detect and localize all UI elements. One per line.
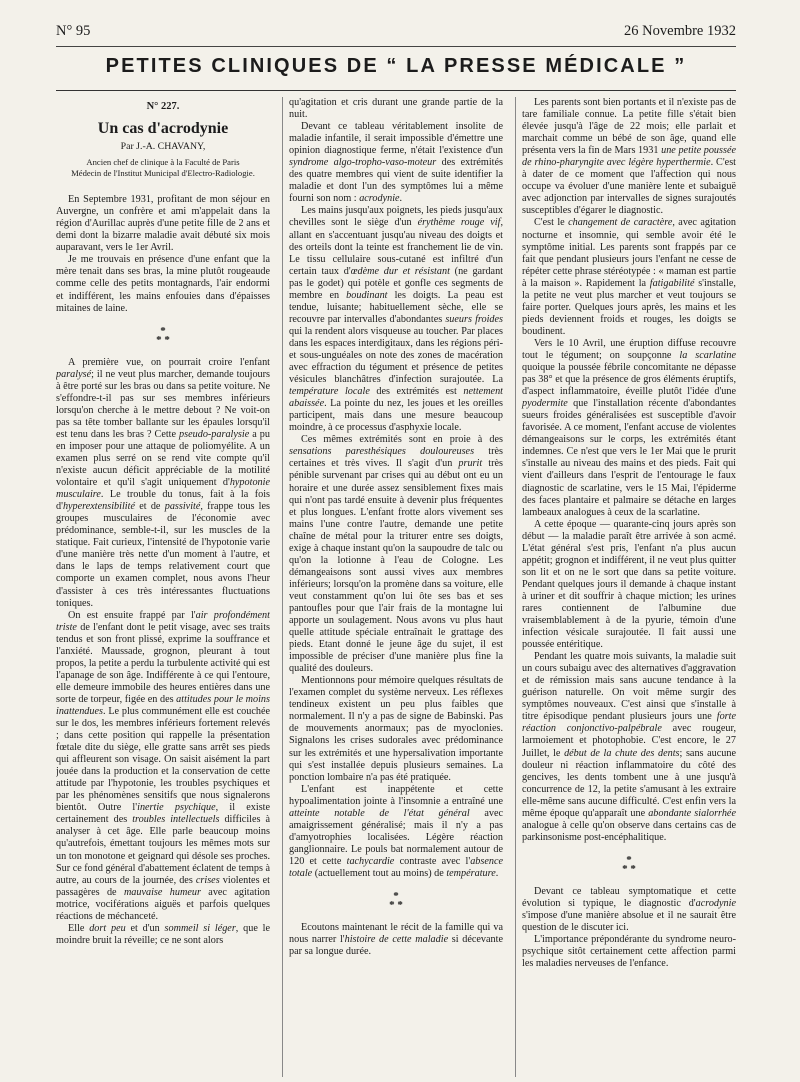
masthead-rule <box>56 90 736 91</box>
paragraph: A première vue, on pourrait croire l'enfant paralysé; il ne veut plus marcher, demande toujours à être porté sur les bras ou dans sa petite voiture. Ne s'effondre-t-il pas sur ses membres inférieurs lorsqu'on cherche à le mettre debout ? Ne voit-on pas sa tête tomber ballante sur les épaules lorsqu'il est tenu dans les bras ? Cette pseudo-paralysie a pu en imposer pour une attaque de poliomyélite. A un examen plus serré on se rend vite compte qu'il n'existe aucun déficit appréciable de la motilité volontaire et qu'il s'agit uniquement d'hypotonie musculaire. Le trouble du tonus, fait à la fois d'hyperextensibilité et de passivité, frappe tous les groupes musculaires de l'économie avec prédominance, semble-t-il, sur les muscles de la statique. Fait curieux, l'intensité de l'hypotonie varie d'une manière très nette d'un moment à l'autre, et dans le laps de temps relativement court que comporte un examen complet, nous avons l'heur d'assister à ces très intéressantes fluctuations toniques. <box>56 356 270 609</box>
column-2 <box>282 97 503 1077</box>
article-byline: Par J.-A. CHAVANY, <box>120 141 206 153</box>
section-separator: * * * <box>622 853 636 875</box>
paragraph: A cette époque — quarante-cinq jours après son début — la maladie paraît être arrivée à son acmé. L'état général s'est pris, l'enfant n'a plus aucun appétit; grognon et indifférent, il ne veut plus quitter son lit et on ne le sort que dans sa petite voiture. Pendant quelques jours il demande à chaque instant à uriner et dit souffrir à chaque miction; les urines rares contiennent de l'albumine due vraisemblablement à de la pyurie, témoin d'une infection vésicale surajoutée. Il fait aussi une poussée entéritique. <box>522 518 736 651</box>
paragraph: Les mains jusqu'aux poignets, les pieds jusqu'aux chevilles sont le siège d'un érythème rouge vif, allant en s'accentuant jusqu'au niveau des doigts et des orteils dont la teinte est franchement lie de vin. Le tissu cellulaire sous-cutané est infiltré d'un certain taux d'œdème dur et résistant (ne gardant pas le godet) qui potèle et gonfle ces segments de membre en boudinant les doigts. La peau est tendue, luisante; habituellement sèche, elle se recouvre par intervalles d'abondantes sueurs froides qui la rendent alors visqueuse au toucher. Par places dans les espaces interdigitaux, dans les régions péri- et sous-unguéales on note des zones de macération avec effraction du tégument et présence de petites vésicules blanchâtres d'infection surajoutée. La température locale des extrémités est nettement abaissée. La pointe du nez, les joues et les oreilles participent, mais dans une mesure beaucoup moindre, à ce processus d'asphyxie locale. <box>289 205 503 434</box>
paragraph: qu'agitation et cris durant une grande partie de la nuit. <box>289 97 503 121</box>
header-rule <box>56 46 736 47</box>
section-separator: * * * <box>389 890 403 912</box>
issue-number: N° 95 <box>56 23 91 39</box>
paragraph: Je me trouvais en présence d'une enfant que la mère tenait dans ses bras, la mine plutôt rougeaude comme celle des petits montagnards, l'air endormi et indifférent, les mains enfouies dans d'épaisses mitaines de laine. <box>56 254 270 314</box>
paragraph: Devant ce tableau véritablement insolite de maladie infantile, il serait impossible d'émettre une opinion diagnostique ferme, n'était l'existence d'un syndrome algo-tropho-vaso-moteur des extrémités des quatre membres qui vient de suite identifier la maladie et dont l'un des symptômes lui a même fourni son nom : acrodynie. <box>289 121 503 205</box>
masthead-title: PETITES CLINIQUES DE “ LA PRESSE MÉDICALE ” <box>105 55 687 77</box>
column-1 <box>56 97 270 1077</box>
affiliation-line-1: Ancien chef de clinique à la Faculté de Paris <box>86 157 240 168</box>
article-body <box>56 97 736 1077</box>
paragraph: Pendant les quatre mois suivants, la maladie suit un cours subaigu avec des alternatives d'aggravation et de rémission mais sans aucune tendance à la guérison naturelle. On voit même surgir des symptômes nouveaux. C'est ainsi que s'installe à titre épisodique pendant plusieurs jours une forte réaction conjonctivo-palpébrale avec rougeur, larmoiement et photophobie. C'est encore, le 27 Juillet, le début de la chute des dents; sans aucune douleur ni réaction inflammatoire du côté des gencives, les dents tombent une à une jusqu'à concurrence de 12, la petite s'amusant à les extraire elle-même sans aucune difficulté. C'est enfin vers la même époque qu'apparaît une abondante sialorrhée analogue à celle qu'on observe dans certains cas de parkinsonisme post-encéphalitique. <box>522 651 736 843</box>
column-3 <box>515 97 736 1077</box>
paragraph: L'importance prépondérante du syndrome neuro-psychique sitôt certainement cette affection parmi les maladies nerveuses de l'enfance. <box>522 934 736 970</box>
paragraph: Ecoutons maintenant le récit de la famille qui va nous narrer l'histoire de cette maladie si décevante par sa longue durée. <box>289 922 503 958</box>
paragraph: Vers le 10 Avril, une éruption diffuse recouvre tout le tégument; on soupçonne la scarlatine quoique la poussée fébrile concomitante ne dépasse pas 38° et que la présence de gros éléments éruptifs, d'aspect inflammatoire, éveille plutôt l'idée d'une pyodermite que l'installation récente d'abondantes sueurs froides généralisées est susceptible d'avoir favorisée. A ce moment, l'enfant accuse de violentes démangeaisons sur le corps, les extrémités étant indemnes. Ce n'est que vers le 1er Mai que le prurit s'installe au niveau des mains et des pieds. Fait qui vient d'ailleurs dans l'esprit de l'entourage le faux diagnostic de scarlatine, vers le 15 Mai, l'épiderme des faces plantaire et palmaire se détache en larges lambeaux analogues à ceux de la scarlatine. <box>522 337 736 518</box>
paragraph: On est ensuite frappé par l'air profondément triste de l'enfant dont le petit visage, avec ses traits tendus et son front plissé, exprime la souffrance et l'anxiété. Maussade, grognon, pleurant à tout propos, la petite a perdu la turbulente activité qui est l'apanage de son âge. Indifférente à ce qui l'entoure, elle demeure immobile des heures entières dans une sorte de torpeur, figée en des attitudes pour le moins inattendues. Le plus communément elle est couchée sur le dos, les membres inférieurs fortement relevés ; dans cette position qui rappelle la présentation fœtale dite du siège, elle gratte sans arrêt ses pieds qui affleurent son visage. On saisit aisément la part jouée dans la production et la conservation de cette attitude par l'hypotonie, les troubles psychiques et par les phénomènes sensitifs que nous signalerons bientôt. Outre l'inertie psychique, il existe certainement des troubles intellectuels difficiles à analyser à cet âge. Elle parle beaucoup moins qu'autrefois, émettant toujours les mêmes mots sur un ton monotone et geignard qui désole ses proches. Sur ce fond général d'abattement éclatent de temps à autre, au cours de la journée, des crises violentes et passagères de mauvaise humeur avec agitation motrice, vociférations aiguës et parfois quelques réactions de méchanceté. <box>56 609 270 922</box>
article-number: N° 227. <box>146 101 180 112</box>
paragraph: Devant ce tableau symptomatique et cette évolution si typique, le diagnostic d'acrodynie s'impose d'une manière absolue et il ne saurait être question de le discuter ici. <box>522 885 736 934</box>
paragraph: Ces mêmes extrémités sont en proie à des sensations paresthésiques douloureuses très certaines et très vives. Il s'agit d'un prurit très pénible survenant par crises qui au début ont eu un horaire et une durée assez sensiblement fixes mais qui n'ont pas tardé ensuite à devenir plus fréquentes et plus longues. L'enfant frotte alors vivement ses mains l'une contre l'autre, demande une petite chaîne de métal pour la triturer entre ses doigts, exige à chaque instant qu'on la saupoudre de talc ou qu'on la lotionne à l'eau de Cologne. Les démangeaisons sont aussi vives aux membres inférieurs; lorsqu'on la promène dans sa voiture, elle veut constamment qu'on lui ôte ses bas et ses pantoufles pour que l'air frais de la montagne lui apporte un soulagement. Nous avons vu plus haut quelle attitude spéciale entraînait le grattage des pieds. Etant donné le jeune âge du sujet, il est impossible de préciser d'une manière plus fine la qualité des douleurs. <box>289 434 503 675</box>
issue-date: 26 Novembre 1932 <box>624 23 736 39</box>
page-header <box>56 14 736 40</box>
paragraph: En Septembre 1931, profitant de mon séjour en Auvergne, un confrère et ami m'appelait dans la région d'Aurillac auprès d'une petite fille de 2 ans et demi dont la bizarre maladie avait débuté six mois auparavant, vers le 1er Avril. <box>56 194 270 254</box>
paragraph: Elle dort peu et d'un sommeil si léger, que le moindre bruit la réveille; ce ne sont alors <box>56 922 270 946</box>
paragraph: L'enfant est inappétente et cette hypoalimentation jointe à l'insomnie a entraîné une atteinte notable de l'état général avec amaigrissement généralisé; mais il n'y a pas d'amyotrophies localisées. Légère réaction ganglionnaire. Le pouls bat normalement autour de 120 et cette tachycardie contraste avec l'absence totale (actuellement tout au moins) de température. <box>289 783 503 879</box>
section-separator: * * * <box>156 324 170 346</box>
paragraph: C'est le changement de caractère, avec agitation nocturne et insomnie, qui semble avoir été le symptôme initial. Les parents sont frappés par ce fait que pendant plusieurs jours l'enfant ne cesse de répéter cette phrase stéréotypée : « maman est partie à la maison ». Rapidement la fatigabilité s'installe, la petite ne veut plus marcher et veut toujours se faire porter. Quelques jours après, les mains et les pieds deviennent froids et rouges, les doigts se boudinent. <box>522 217 736 337</box>
paragraph: Les parents sont bien portants et il n'existe pas de tare familiale connue. La petite fille s'était bien élevée jusqu'à l'âge de 22 mois; elle parlait et marchait comme un bébé de son âge, quand elle présenta vers la fin de Mars 1931 une petite poussée de rhino-pharyngite avec légère hyperthermie. C'est à dater de ce moment que l'affection qui nous occupe va évoluer d'une manière lente et subaiguë avec adjonction par intervalles de signes surajoutés susceptibles d'égarer le diagnostic. <box>522 97 736 217</box>
affiliation-line-2: Médecin de l'Institut Municipal d'Electro-Radiologie. <box>71 167 255 178</box>
article-title: Un cas d'acrodynie <box>97 120 229 138</box>
paragraph: Mentionnons pour mémoire quelques résultats de l'examen complet du système nerveux. Les réflexes tendineux existent un peu plus faibles que normalement. Il n'y a pas de signe de Babinski. Pas de mouvements anormaux; pas de myoclonies. Signalons les crises sudorales avec prédominance sur les extrémités et une hypersalivation importante qui s'est installée depuis plusieurs semaines. La ponction lombaire n'a pas été pratiquée. <box>289 675 503 783</box>
author-affiliation <box>56 157 270 178</box>
